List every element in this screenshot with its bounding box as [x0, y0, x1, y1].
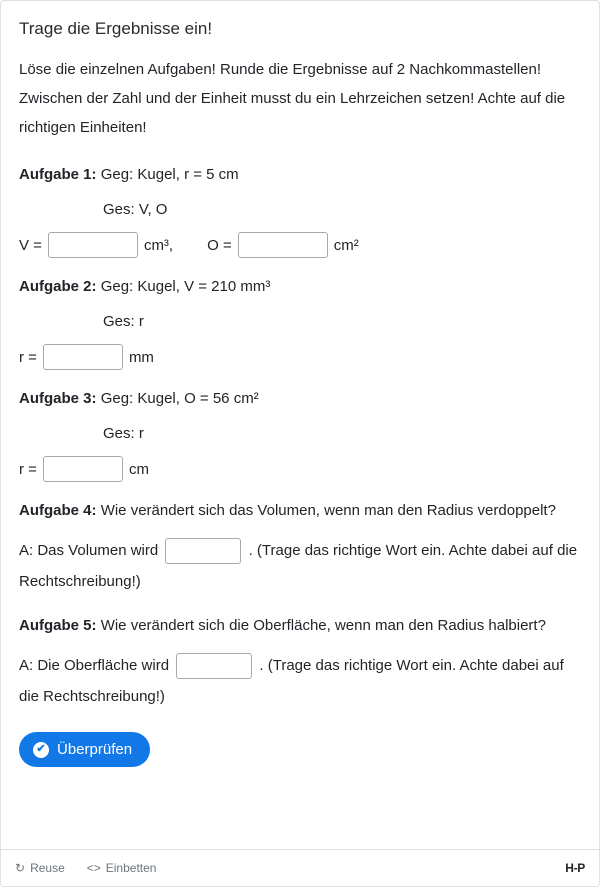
task-3-label: Aufgabe 3:: [19, 390, 97, 407]
reuse-icon: ↻: [15, 861, 26, 875]
task-4-word-input[interactable]: [165, 538, 241, 564]
task-5-answer-row: [19, 650, 581, 712]
task-2-text: Geg: Kugel, V = 210 mm³: [100, 278, 271, 295]
task-4-answer-prefix: A: Das Volumen wird: [19, 542, 159, 559]
task-5-text: Wie verändert sich die Oberfläche, wenn man den Radius halbiert?: [100, 617, 546, 634]
task-3-field-unit: cm: [128, 460, 149, 478]
task-1-text: Geg: Kugel, r = 5 cm: [100, 166, 239, 183]
task-4-label: Aufgabe 4:: [19, 502, 97, 519]
task-2-radius-input[interactable]: [43, 344, 123, 370]
task-3-radius-input[interactable]: [43, 456, 123, 482]
task-1-field-2-unit: cm²: [333, 236, 359, 254]
task-5-word-input[interactable]: [176, 653, 252, 679]
task-1-field-1-label: V =: [19, 236, 42, 254]
page-title: Trage die Ergebnisse ein!: [19, 19, 213, 38]
task-1-field-1-unit: cm³,: [143, 236, 174, 254]
task-5-answer-prefix: A: Die Oberfläche wird: [19, 657, 170, 674]
check-button-label: Überprüfen: [57, 741, 133, 758]
task-4-answer-suffix: . (Trage das richtige Wort ein. Achte dabei auf die Rechtschreibung!): [19, 542, 578, 590]
task-3-given: Ges: r: [103, 425, 144, 442]
h5p-logo: H-P: [565, 861, 585, 875]
task-1-heading: [19, 160, 581, 189]
task-5-answer-suffix: . (Trage das richtige Wort ein. Achte dabei auf die Rechtschreibung!): [19, 657, 564, 705]
task-4-answer-row: [19, 535, 581, 597]
task-3-text: Geg: Kugel, O = 56 cm²: [100, 390, 259, 407]
task-2-field-label: r =: [19, 348, 37, 366]
task-1-given: Ges: V, O: [103, 201, 168, 218]
task-4-heading: [19, 496, 581, 525]
task-3-field-label: r =: [19, 460, 37, 478]
task-2-heading: [19, 272, 581, 301]
exercise-content: [1, 1, 599, 849]
task-3-answer-row: [19, 456, 581, 482]
footer-bar: [1, 849, 599, 886]
task-1-field-2-label: O =: [207, 236, 232, 254]
embed-button[interactable]: [87, 861, 157, 875]
instructions-text: Löse die einzelnen Aufgaben! Runde die Ergebnisse auf 2 Nachkommastellen! Zwischen der Zahl und der Einheit musst du ein Lehrzeichen setzen! Achte auf die richtigen Einheiten!: [19, 61, 566, 136]
task-1-surface-input[interactable]: [238, 232, 328, 258]
task-1-volume-input[interactable]: [48, 232, 138, 258]
reuse-button[interactable]: [15, 861, 65, 875]
task-2-field-unit: mm: [128, 348, 154, 366]
task-1-answer-row: [19, 232, 581, 258]
task-4-text: Wie verändert sich das Volumen, wenn man den Radius verdoppelt?: [100, 502, 556, 519]
task-1-label: Aufgabe 1:: [19, 166, 97, 183]
reuse-label: Reuse: [30, 861, 65, 875]
task-2-given: Ges: r: [103, 313, 144, 330]
embed-label: Einbetten: [105, 861, 157, 875]
task-3-heading: [19, 384, 581, 413]
code-brackets-icon: <>: [86, 861, 101, 875]
task-2-label: Aufgabe 2:: [19, 278, 97, 295]
task-5-label: Aufgabe 5:: [19, 617, 97, 634]
task-2-answer-row: [19, 344, 581, 370]
check-circle-icon: ✔: [33, 742, 49, 758]
check-button[interactable]: [19, 732, 150, 767]
task-5-heading: [19, 611, 581, 640]
